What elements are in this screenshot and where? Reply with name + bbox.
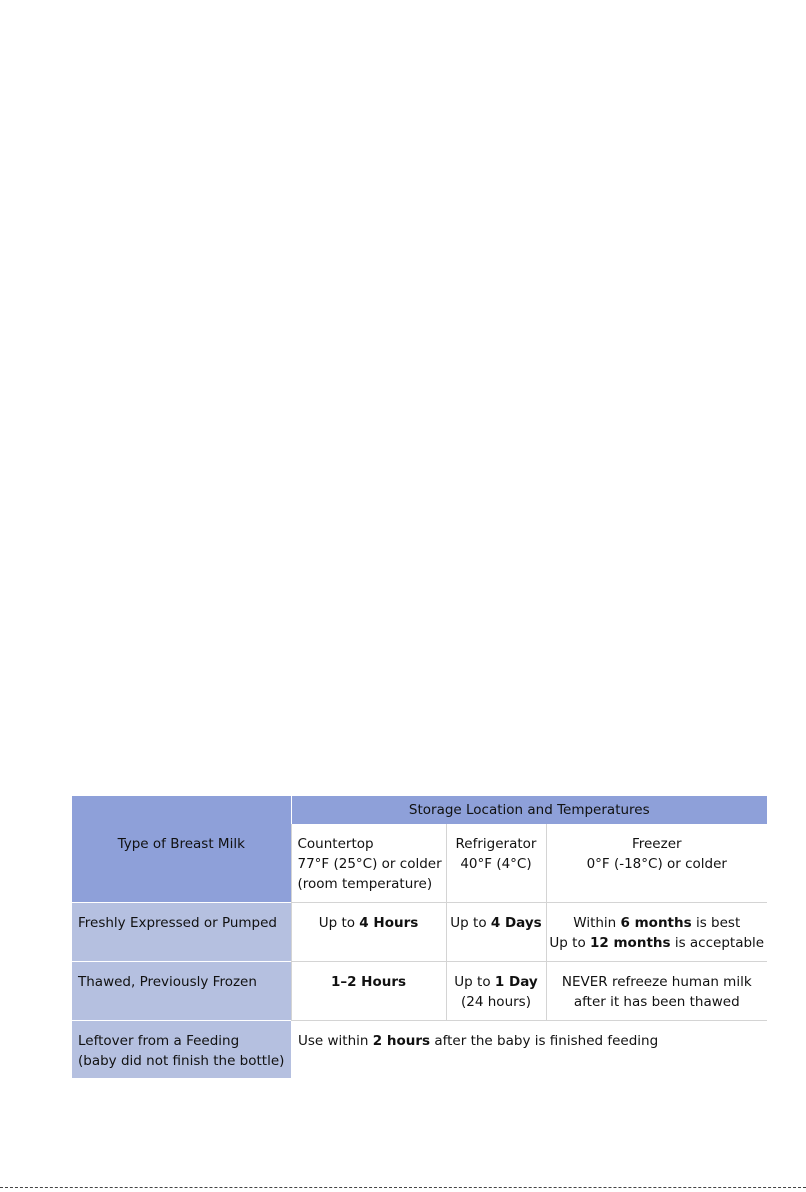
countertop-heading <box>291 824 446 903</box>
countertop-name: Countertop <box>297 836 374 852</box>
leftover-value: 2 hours <box>372 1033 431 1049</box>
fresh-freezer-line1 <box>547 913 768 933</box>
thawed-refrigerator-line1 <box>447 972 546 992</box>
fresh-freezer-cell <box>546 903 767 962</box>
fresh-freezer-line1-suffix: is best <box>691 915 741 931</box>
leftover-instruction-cell <box>291 1021 767 1079</box>
fresh-countertop-prefix: Up to <box>318 915 360 931</box>
fresh-countertop-value: 4 Hours <box>359 915 419 931</box>
thawed-freezer-cell <box>546 962 767 1021</box>
fresh-freezer-line2-prefix: Up to <box>549 935 590 951</box>
fresh-freezer-line1-value: 6 months <box>620 915 692 931</box>
refrigerator-name: Refrigerator <box>455 836 537 852</box>
milk-storage-table-container <box>72 796 767 1078</box>
freezer-temp: 0°F (-18°C) or colder <box>586 856 727 872</box>
fresh-freezer-line2 <box>547 933 768 953</box>
table-row-thawed <box>72 962 767 1021</box>
table-row-leftover <box>72 1021 767 1079</box>
row-label-thawed: Thawed, Previously Frozen <box>72 962 291 1021</box>
thawed-refrigerator-cell <box>446 962 546 1021</box>
header-blank-cell <box>72 796 291 824</box>
refrigerator-temp: 40°F (4°C) <box>460 856 532 872</box>
page-bottom-dashed-rule <box>0 1187 806 1188</box>
table-row-fresh <box>72 903 767 962</box>
fresh-refrigerator-cell <box>446 903 546 962</box>
leftover-prefix: Use within <box>298 1033 373 1049</box>
fresh-refrigerator-prefix: Up to <box>450 915 491 931</box>
thawed-countertop-value: 1–2 Hours <box>330 974 407 990</box>
thawed-countertop-cell <box>291 962 446 1021</box>
fresh-freezer-line2-value: 12 months <box>590 935 671 951</box>
storage-location-header: Storage Location and Temperatures <box>291 796 767 824</box>
row-label-leftover-line2: (baby did not finish the bottle) <box>78 1053 285 1069</box>
fresh-countertop-cell <box>291 903 446 962</box>
thawed-refrigerator-note: (24 hours) <box>461 994 531 1010</box>
refrigerator-heading <box>446 824 546 903</box>
milk-storage-table <box>72 796 767 1078</box>
header-row <box>72 796 767 824</box>
fresh-freezer-line2-suffix: is acceptable <box>670 935 765 951</box>
freezer-name: Freezer <box>631 836 682 852</box>
thawed-refrigerator-prefix: Up to <box>454 974 495 990</box>
thawed-refrigerator-value: 1 Day <box>494 974 538 990</box>
fresh-refrigerator-value: 4 Days <box>490 915 542 931</box>
freezer-heading <box>546 824 767 903</box>
row-label-leftover-line1: Leftover from a Feeding <box>78 1033 240 1049</box>
column-heading-row <box>72 824 767 903</box>
fresh-freezer-line1-prefix: Within <box>573 915 621 931</box>
row-label-leftover <box>72 1021 291 1079</box>
row-label-fresh: Freshly Expressed or Pumped <box>72 903 291 962</box>
thawed-freezer-line1: NEVER refreeze human milk <box>561 974 752 990</box>
thawed-freezer-line2: after it has been thawed <box>573 994 740 1010</box>
countertop-note: (room temperature) <box>297 876 433 892</box>
countertop-temp: 77°F (25°C) or colder <box>297 856 442 872</box>
type-of-milk-heading: Type of Breast Milk <box>72 824 291 903</box>
leftover-suffix: after the baby is finished feeding <box>430 1033 659 1049</box>
